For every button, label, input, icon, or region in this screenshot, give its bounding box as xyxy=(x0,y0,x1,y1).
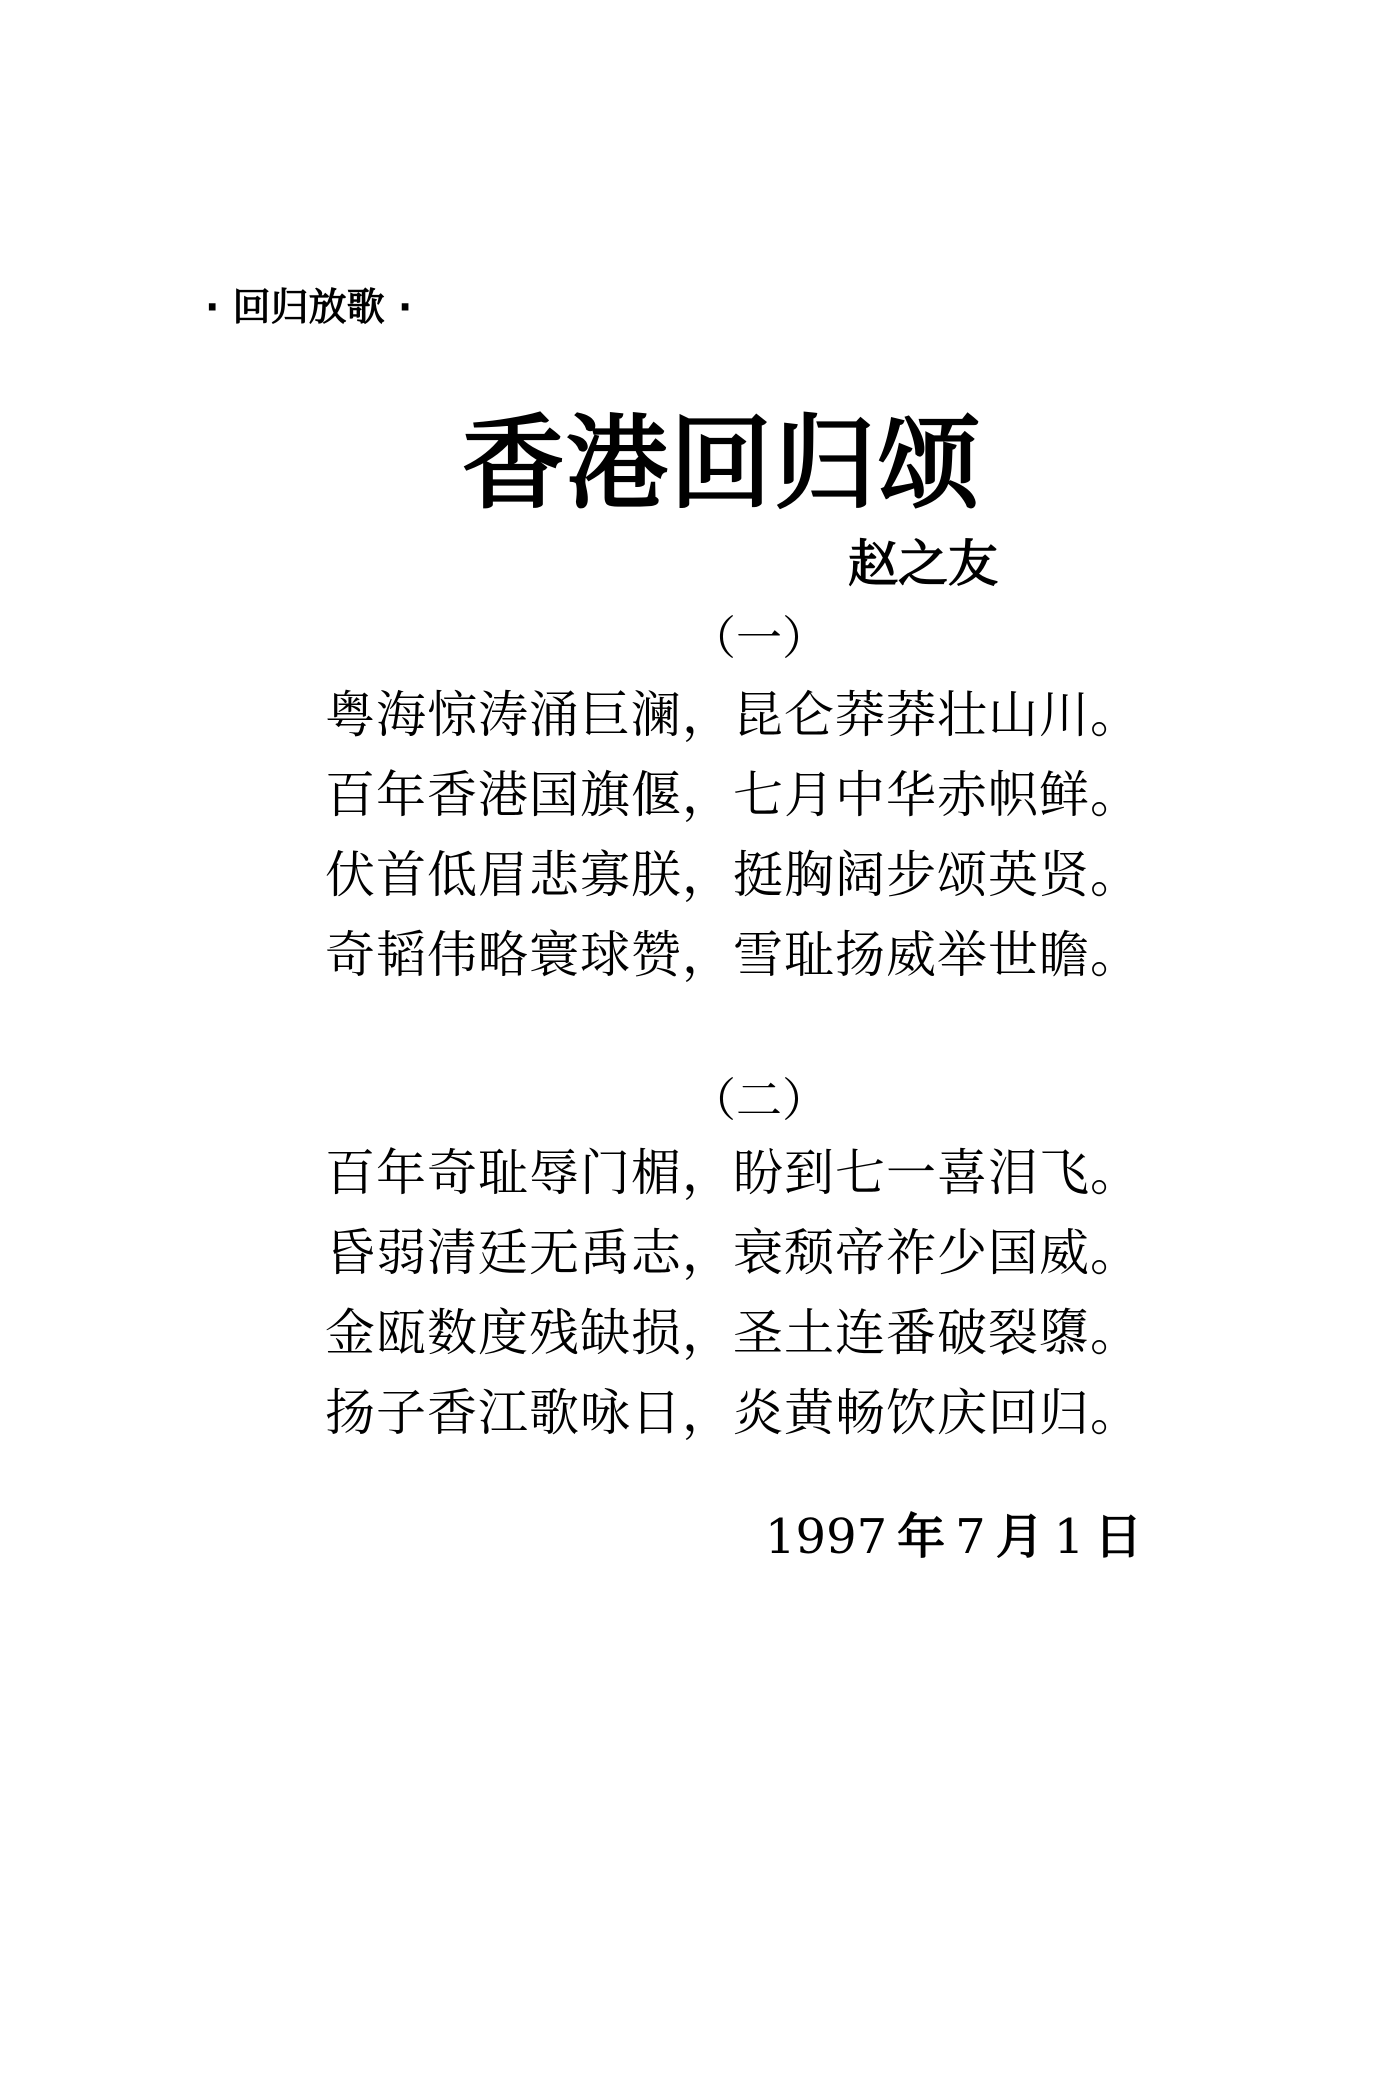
poem-line: 伏首低眉悲寡朕，挺胸阔步颂英贤。 xyxy=(325,846,1141,904)
date-month: 7 xyxy=(955,1509,986,1565)
stanza-number: （一） xyxy=(690,611,828,665)
poem-line: 金瓯数度残缺损，圣土连番破裂隳。 xyxy=(325,1304,1141,1362)
poem-title: 香港回归颂 xyxy=(462,405,982,524)
date-day-char: 日 xyxy=(1094,1509,1143,1565)
stanza-number: （二） xyxy=(690,1073,828,1127)
poem-line: 昏弱清廷无禹志，衰颓帝祚少国威。 xyxy=(325,1224,1141,1282)
stanza xyxy=(325,675,1325,995)
author-name: 赵之友 xyxy=(848,535,998,593)
date-year: 1997 xyxy=(765,1509,888,1565)
poem-line: 奇韬伟略寰球赞，雪耻扬威举世瞻。 xyxy=(325,926,1141,984)
poem-line: 百年香港国旗偃，七月中华赤帜鲜。 xyxy=(325,766,1141,824)
section-tag: · 回归放歌 · xyxy=(205,285,413,329)
date xyxy=(765,1505,1152,1569)
poem-line: 扬子香江歌咏日，炎黄畅饮庆回归。 xyxy=(325,1384,1141,1442)
poem-line: 粤海惊涛涌巨澜，昆仑莽莽壮山川。 xyxy=(325,686,1141,744)
date-day: 1 xyxy=(1053,1509,1085,1565)
poem-line: 百年奇耻辱门楣，盼到七一喜泪飞。 xyxy=(325,1144,1141,1202)
date-month-char: 月 xyxy=(995,1509,1044,1565)
date-year-char: 年 xyxy=(897,1509,946,1565)
stanza xyxy=(325,1133,1325,1453)
